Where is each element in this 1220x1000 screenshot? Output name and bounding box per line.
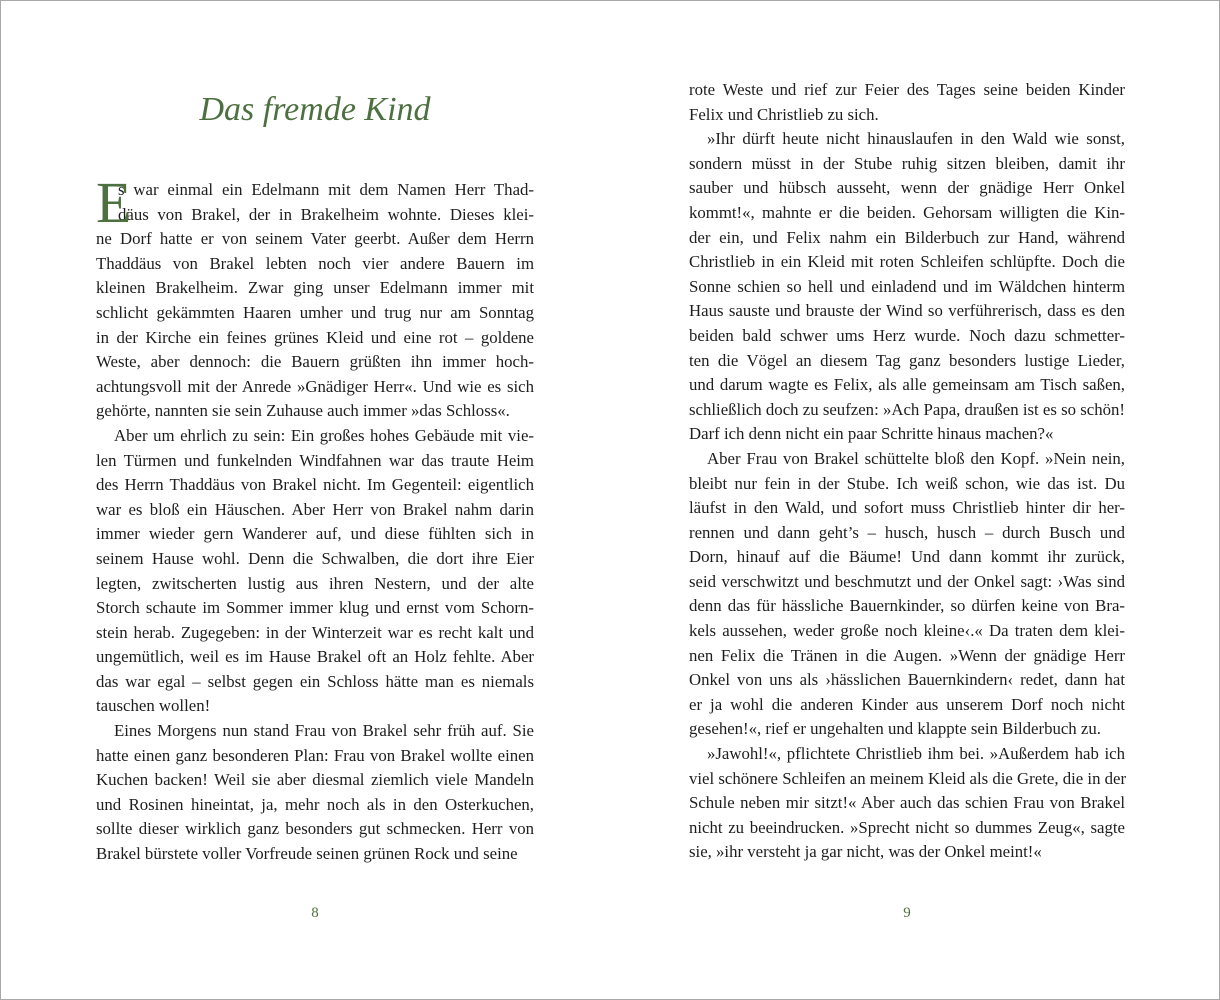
right-page-body [689,78,1125,865]
text-line: tauschen wollen! [96,696,211,716]
paragraph [689,742,1125,865]
text-line: Eines Morgens nun stand Frau von Brakel sehr früh auf. Sie [114,721,534,741]
text-line: ten die Vögel an diesem Tag ganz besonders lustige Lieder, [689,350,1125,370]
page-number-left: 8 [311,905,319,921]
text-line: viel schönere Schleifen an meinem Kleid als die Grete, die in der [689,768,1127,788]
text-line: achtungsvoll mit der Anrede »Gnädiger Herr«. Und wie es sich [96,376,534,396]
text-line: immer wieder gern Wanderer auf, und diese fühlten sich in [96,524,534,544]
text-line: denn das für hässliche Bauernkinder, so dürfen keine von Bra- [689,596,1125,616]
text-line: Sonne schien so hell und einladend und im Wäldchen hinterm [689,276,1125,296]
text-line: Schule neben mir sitzt!« Aber auch das schien Frau von Brakel [689,793,1125,813]
paragraph [96,719,534,867]
text-line: »Ihr dürft heute nicht hinauslaufen in den Wald wie sonst, [707,129,1125,149]
text-line: seinem Hause wohl. Denn die Schwalben, die dort ihre Eier [96,548,534,568]
text-line: Aber Frau von Brakel schüttelte bloß den Kopf. »Nein nein, [707,448,1125,468]
paragraph [96,424,534,719]
text-line: bleibt nur fein in der Stube. Ich weiß schon, wie das ist. Du [689,473,1125,493]
text-line: legten, zwitscherten lustig aus ihren Nestern, und der alte [96,573,534,593]
text-line: gehörte, nannten sie sein Zuhause auch immer »das Schloss«. [96,401,510,421]
text-line: der ein, und Felix nahm ein Bilderbuch zur Hand, während [689,227,1125,247]
text-line: kommt!«, mahnte er die beiden. Gehorsam willigten die Kin- [689,202,1125,222]
page-number-right: 9 [903,905,911,921]
text-line: Onkel von uns als ›hässlichen Bauernkindern‹ redet, dann hat [689,670,1125,690]
text-line: Storch schaute im Sommer immer klug und ernst vom Schorn- [96,598,534,618]
text-line: ne Dorf hatte er von seinem Vater geerbt. Außer dem Herrn [96,229,534,249]
paragraph [689,127,1125,447]
left-page-body [96,170,534,867]
text-line: »Jawohl!«, pflichtete Christlieb ihm bei. »Außerdem hab ich [707,744,1125,764]
text-line: ungemütlich, weil es im Hause Brakel oft an Holz fehlte. Aber [96,647,534,667]
drop-cap: E [96,170,132,235]
text-line: Darf ich denn nicht ein paar Schritte hinaus machen?« [689,424,1054,444]
paragraph [96,170,534,424]
text-line: des Herrn Thaddäus von Brakel nicht. Im Gegenteil: eigentlich [96,475,534,495]
text-line: Aber um ehrlich zu sein: Ein großes hohes Gebäude mit vie- [114,425,534,445]
text-line: Dorn, hinauf auf die Bäume! Und dann kommt ihr zurück, [689,547,1125,567]
left-page [96,1,534,999]
text-line: in der Kirche ein feines grünes Kleid und eine rot – goldene [96,327,534,347]
text-line: Kuchen backen! Weil sie aber diesmal ziemlich viele Mandeln [96,770,534,790]
text-line: sie, »ihr versteht ja gar nicht, was der Onkel meint!« [689,842,1042,862]
text-line: Brakel bürstete voller Vorfreude seinen grünen Rock und seine [96,844,518,864]
text-line: sauber und hübsch ausseht, wenn der gnädige Herr Onkel [689,178,1125,198]
text-line: er ja wohl die anderen Kinder aus unserem Dorf noch nicht [689,694,1125,714]
text-line: schlicht gekämmten Haaren umher und trug nur am Sonntag [96,302,534,322]
text-line: nicht zu beeindrucken. »Sprecht nicht so dummes Zeug«, sagte [689,817,1125,837]
paragraph [689,447,1125,742]
text-line: len Türmen und funkelnden Windfahnen war das traute Heim [96,450,534,470]
text-line: Christlieb in ein Kleid mit roten Schleifen schlüpfte. Doch die [689,252,1125,272]
text-line: däus von Brakel, der in Brakelheim wohnte. Dieses klei- [118,204,534,224]
text-line: Haus sauste und brauste der Wind so verführerisch, dass es den [689,301,1125,321]
text-line: und Rosinen hineintat, ja, mehr noch als in den Osterkuchen, [96,794,534,814]
text-line: gesehen!«, rief er ungehalten und klappte sein Bilderbuch zu. [689,719,1101,739]
text-line: sondern müsst in der Stube ruhig sitzen bleiben, damit ihr [689,153,1125,173]
text-line: sollte dieser wirklich ganz besonders gut schmecken. Herr von [96,819,534,839]
text-line: s war einmal ein Edelmann mit dem Namen Herr Thad- [118,180,534,199]
paragraph [689,78,1125,127]
text-line: Felix und Christlieb zu sich. [689,104,879,124]
text-line: und darum wagte es Felix, als alle gemeinsam am Tisch saßen, [689,375,1125,395]
right-page [689,1,1125,999]
text-line: Thaddäus von Brakel lebten noch vier andere Bauern im [96,253,534,273]
text-line: das war egal – selbst gegen ein Schloss hätte man es niemals [96,671,534,691]
text-line: stein herab. Zugegeben: in der Winterzeit war es recht kalt und [96,622,534,642]
text-line: seid verschwitzt und beschmutzt und der Onkel sagt: ›Was sind [689,571,1125,591]
text-line: hatte einen ganz besonderen Plan: Frau von Brakel wollte einen [96,745,534,765]
text-line: war es bloß ein Häuschen. Aber Herr von Brakel nahm darin [96,499,534,519]
text-line: rote Weste und rief zur Feier des Tages seine beiden Kinder [689,80,1125,99]
text-line: läufst in den Wald, und sofort muss Christlieb hinter dir her- [689,498,1125,518]
text-line: beiden bald schwer ums Herz wurde. Noch dazu schmetter- [689,325,1125,345]
text-line: Weste, aber dennoch: die Bauern grüßten ihn immer hoch- [96,352,534,372]
chapter-title: Das fremde Kind [199,91,431,128]
text-line: schließlich doch zu seufzen: »Ach Papa, draußen ist es so schön! [689,399,1125,419]
text-line: kleinen Brakelheim. Zwar ging unser Edelmann immer mit [96,278,534,298]
text-line: rennen und dann geht’s – husch, husch – durch Busch und [689,522,1125,542]
text-line: nen Felix die Tränen in die Augen. »Wenn der gnädige Herr [689,645,1125,665]
text-line: kels aussehen, weder große noch kleine‹.« Da traten dem klei- [689,621,1125,641]
